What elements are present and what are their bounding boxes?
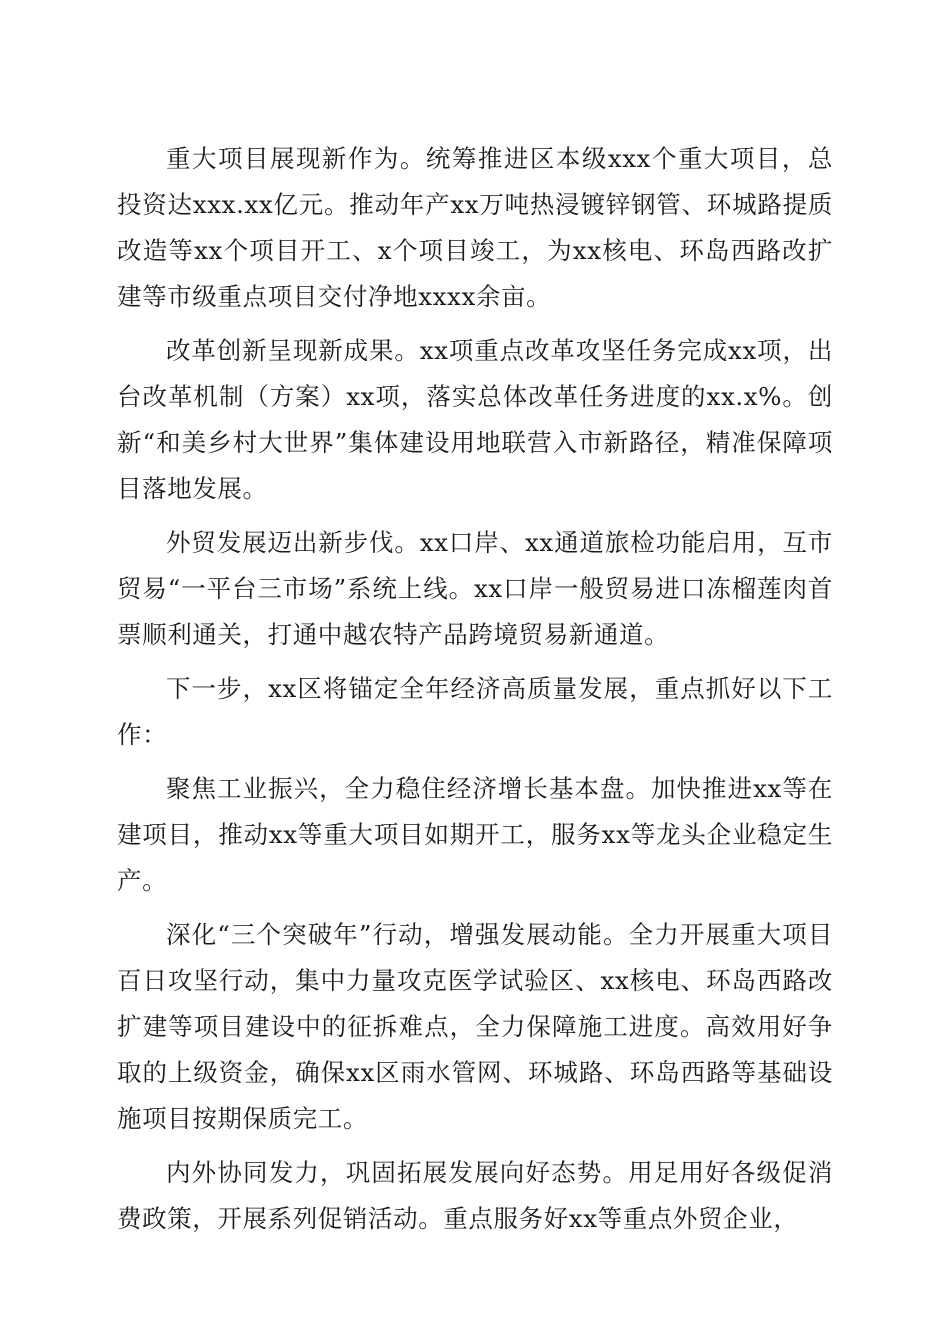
paragraph-three-breakthroughs: 深化“三个突破年”行动，增强发展动能。全力开展重大项目百日攻坚行动，集中力量攻克医学试验区、xx核电、环岛西路改扩建等项目建设中的征拆难点，全力保障施工进度。高效用好争取的上级资金，确保xx区雨水管网、环城路、环岛西路等基础设施项目按期保质完工。 bbox=[117, 920, 833, 1133]
paragraph-reform-innovation: 改革创新呈现新成果。xx项重点改革攻坚任务完成xx项，出台改革机制（方案）xx项，落实总体改革任务进度的xx.x%。创新“和美乡村大世界”集体建设用地联营入市新路径，精准保障项目落地发展。 bbox=[117, 336, 833, 503]
paragraph-major-projects: 重大项目展现新作为。统筹推进区本级xxx个重大项目，总投资达xxx.xx亿元。推动年产xx万吨热浸镀锌钢管、环城路提质改造等xx个项目开工、x个项目竣工，为xx核电、环岛西路改扩建等市级重点项目交付净地xxxx余亩。 bbox=[117, 144, 833, 311]
paragraph-internal-external-synergy: 内外协同发力，巩固拓展发展向好态势。用足用好各级促消费政策，开展系列促销活动。重点服务好xx等重点外贸企业， bbox=[117, 1158, 833, 1233]
paragraph-industrial-revitalization: 聚焦工业振兴，全力稳住经济增长基本盘。加快推进xx等在建项目，推动xx等重大项目如期开工，服务xx等龙头企业稳定生产。 bbox=[117, 774, 833, 895]
document-body bbox=[117, 136, 833, 1250]
paragraph-foreign-trade: 外贸发展迈出新步伐。xx口岸、xx通道旅检功能启用，互市贸易“一平台三市场”系统上线。xx口岸一般贸易进口冻榴莲肉首票顺利通关，打通中越农特产品跨境贸易新通道。 bbox=[117, 528, 833, 649]
paragraph-next-steps: 下一步，xx区将锚定全年经济高质量发展，重点抓好以下工作： bbox=[117, 674, 833, 749]
